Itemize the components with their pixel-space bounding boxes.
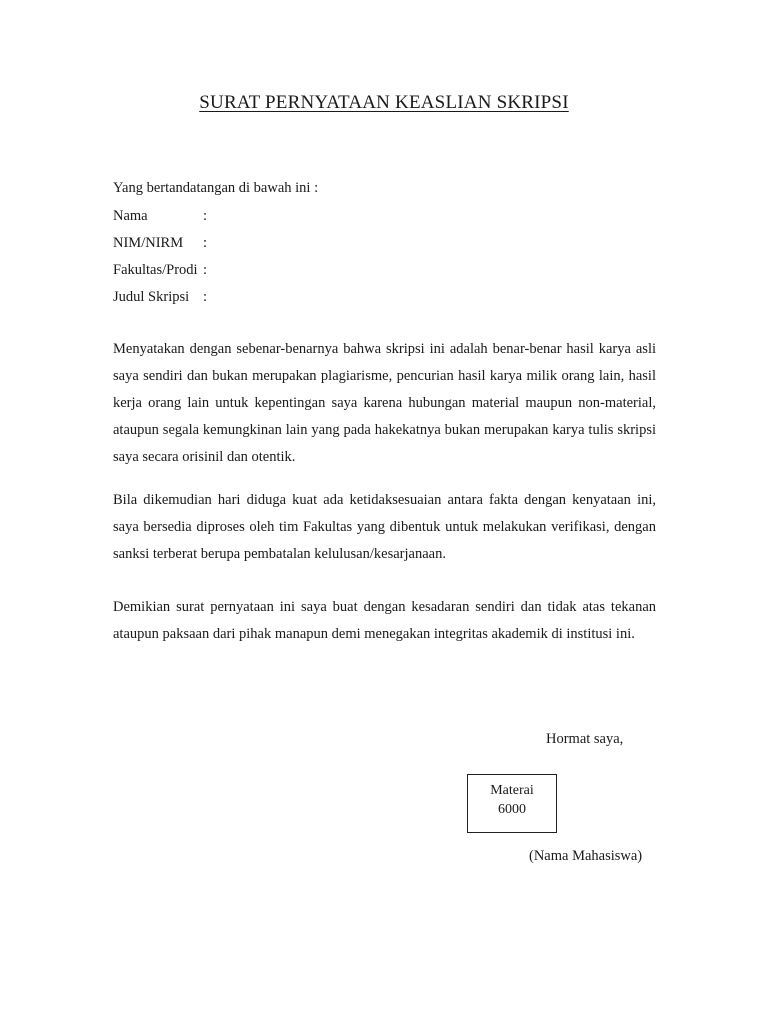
signer-name: (Nama Mahasiswa) bbox=[529, 848, 643, 864]
stamp-box bbox=[467, 774, 557, 833]
document-title: SURAT PERNYATAAN KEASLIAN SKRIPSI bbox=[199, 92, 569, 113]
field-row-fakultas bbox=[113, 260, 207, 287]
field-separator: : bbox=[203, 235, 208, 251]
field-label-fakultas: Fakultas/Prodi bbox=[113, 262, 198, 278]
field-label-nim: NIM/NIRM bbox=[113, 235, 184, 251]
field-row-nama bbox=[113, 206, 207, 233]
field-label-judul: Judul Skripsi bbox=[113, 289, 190, 305]
field-row-judul bbox=[113, 287, 207, 314]
intro-line: Yang bertandatangan di bawah ini : bbox=[113, 180, 319, 196]
field-separator: : bbox=[203, 289, 208, 305]
field-row-nim bbox=[113, 233, 207, 260]
field-label-nama: Nama bbox=[113, 208, 148, 224]
stamp-label: Materai bbox=[490, 783, 534, 798]
field-separator: : bbox=[203, 208, 208, 224]
consequence-paragraph: Bila dikemudian hari diduga kuat ada ketidaksesuaian antara fakta dengan kenyataan ini, saya bersedia diproses oleh tim Fakultas yang dibentuk untuk melakukan verifikasi, dengan sanksi terberat berupa pembatalan kelulusan/kesarjanaan. bbox=[113, 492, 656, 562]
field-separator: : bbox=[203, 262, 208, 278]
closing-paragraph: Demikian surat pernyataan ini saya buat dengan kesadaran sendiri dan tidak atas tekanan ataupun paksaan dari pihak manapun demi menegakan integritas akademik di institusi ini. bbox=[113, 599, 656, 642]
closing-salutation: Hormat saya, bbox=[546, 731, 624, 747]
statement-paragraph: Menyatakan dengan sebenar-benarnya bahwa skripsi ini adalah benar-benar hasil karya asli saya sendiri dan bukan merupakan plagiarisme, pencurian hasil karya milik orang lain, hasil kerja orang lain untuk kepentingan saya karena hubungan material maupun non-material, ataupun segala kemungkinan lain yang pada hakekatnya bukan merupakan karya tulis skripsi saya secara orisinil dan otentik. bbox=[113, 341, 656, 465]
stamp-value: 6000 bbox=[498, 802, 526, 817]
identity-fields bbox=[113, 206, 207, 314]
